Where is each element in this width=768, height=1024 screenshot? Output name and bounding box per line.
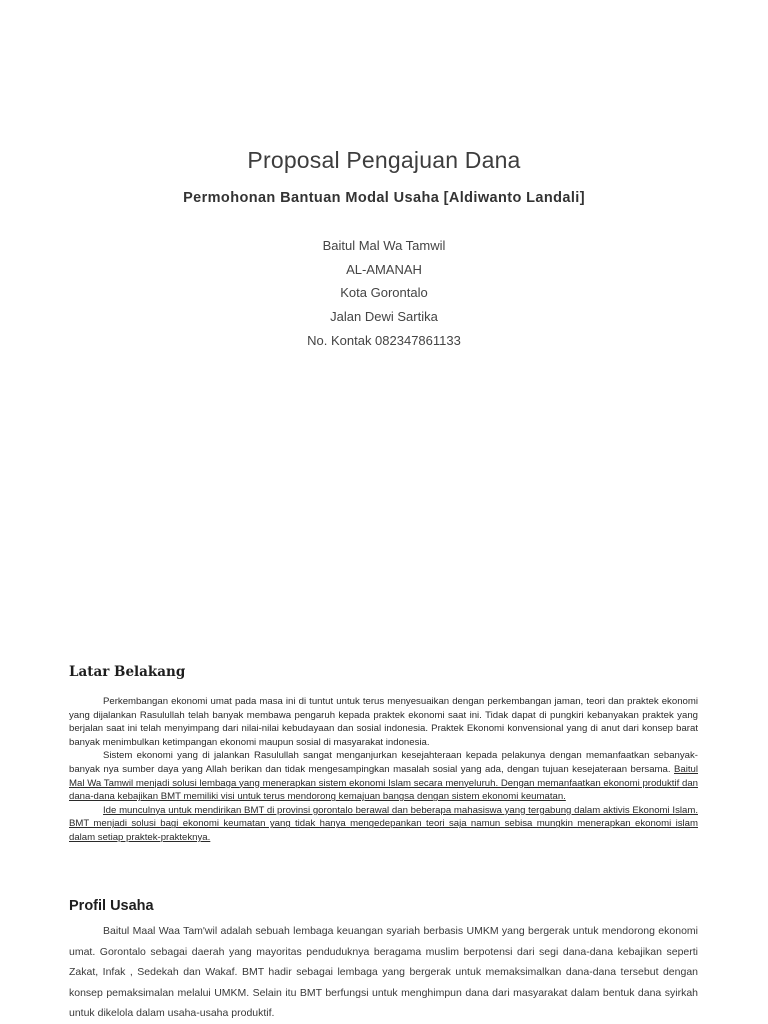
section-body-latar-belakang	[69, 695, 698, 845]
organization-unit: AL-AMANAH	[346, 261, 422, 277]
paragraph: Baitul Maal Waa Tam'wil adalah sebuah lembaga keuangan syariah berbasis UMKM yang bergerak untuk mendorong ekonomi umat. Gorontalo sebagai daerah yang mayoritas penduduknya beragama muslim berpotensi dari segi dana-dana kebajikan seperti Zakat, Infak , Sedekah dan Wakaf. BMT hadir sebagai lembaga yang bergerak untuk memaksimalkan dana-dana tersebut dengan konsep pemaksimalan melalui UMKM. Selain itu BMT berfungsi untuk menghimpun dana dari masyarakat dalam bentuk dana syirkah untuk dikelola dalam usaha-usaha produktif.	[69, 925, 698, 1020]
section-heading-profil-usaha: Profil Usaha	[69, 898, 154, 914]
organization-city: Kota Gorontalo	[340, 285, 428, 301]
organization-name: Baitul Mal Wa Tamwil	[322, 238, 446, 253]
underlined-text: Baitul Mal Wa Tamwil menjadi solusi lembaga yang menerapkan sistem ekonomi Islam secara menyeluruh. Dengan memanfaatkan ekonomi produktif dan dana-dana kebajikan BMT memiliki visi untuk terus mendorong kemajuan bangsa dengan sistem ekonomi keumatan.	[69, 763, 698, 803]
paragraph	[69, 749, 698, 803]
organization-contact: No. Kontak 082347861133	[307, 332, 461, 348]
section-body-profil-usaha	[69, 921, 698, 1024]
section-heading-latar-belakang: Latar Belakang	[69, 664, 186, 680]
organization-address: Jalan Dewi Sartika	[330, 309, 438, 325]
document-subtitle: Permohonan Bantuan Modal Usaha [Aldiwanto Landali]	[183, 190, 585, 206]
paragraph-text: Sistem ekonomi yang di jalankan Rasulullah sangat menganjurkan kesejahteraan kepada pelakunya dengan memanfaatkan sebanyak-banyak nya sumber daya yang Allah berikan dan tidak mengesampingkan masalah sosial yang ada, dengan tujuan kesejateraan bersama.	[69, 750, 698, 775]
underlined-paragraph: Ide munculnya untuk mendirikan BMT di provinsi gorontalo berawal dan beberapa mahasiswa yang tergabung dalam aktivis Ekonomi Islam. BMT menjadi solusi bagi ekonomi keumatan yang tidak hanya mengedepankan teori saja namun sebisa mungkin menerapkan ekonomi islam dalam setiap praktek-prakteknya.	[69, 804, 698, 843]
paragraph: Perkembangan ekonomi umat pada masa ini di tuntut untuk terus menyesuaikan dengan perkembangan jaman, teori dan praktek ekonomi yang dijalankan Rasulullah telah banyak membawa pengaruh kepada praktek ekonomi saat ini. Tidak dapat di pungkiri kebanyakan praktek yang berjalan saat ini telah menyimpang dari nilai-nilai kebudayaan dan sosial indonesia. Praktek Ekonomi konvensional yang di anut dari konsep barat banyak menimbulkan ketimpangan ekonomi maupun sosial di masyarakat indonesia.	[69, 696, 698, 748]
organization-info	[0, 234, 768, 352]
document-title: Proposal Pengajuan Dana	[247, 147, 521, 173]
